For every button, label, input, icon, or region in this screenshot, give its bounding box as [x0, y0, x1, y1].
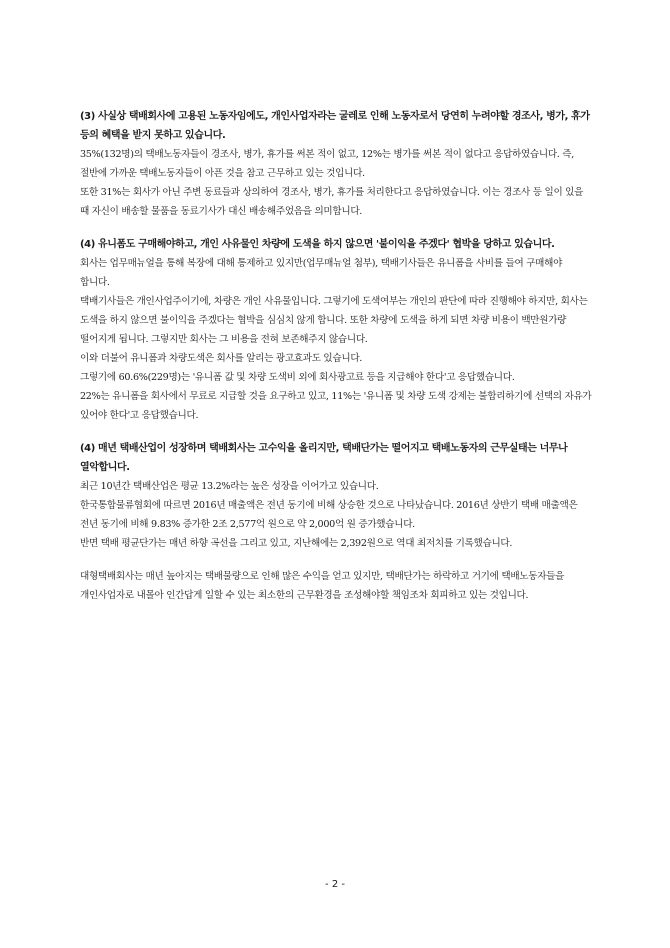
document-body — [80, 107, 592, 605]
paragraph: 또한 31%는 회사가 아닌 주변 동료들과 상의하여 경조사, 병가, 휴가를 처리한다고 응답하였습니다. 이는 경조사 등 일이 있을 때 자신이 배송할 물품을 동료기사가 대신 배송해주었음을 의미합니다. — [80, 187, 584, 217]
paragraph: 한국통합물류협회에 따르면 2016년 매출액은 전년 동기에 비해 상승한 것으로 나타났습니다. 2016년 상반기 택배 매출액은 전년 동기에 비해 9.83% 증가한 2조 2,577억 원으로 약 2,000억 원 증가했습니다. — [80, 500, 578, 530]
section-leave-benefits — [80, 107, 592, 221]
paragraph: 이와 더불어 유니폼과 차량도색은 회사를 알리는 광고효과도 있습니다. — [80, 353, 363, 364]
page-number: - 2 - — [325, 879, 345, 890]
paragraph: 반면 택배 평균단가는 매년 하향 곡선을 그리고 있고, 지난해에는 2,392원으로 역대 최저치를 기록했습니다. — [80, 538, 513, 549]
section-heading: (3) 사실상 택배회사에 고용된 노동자임에도, 개인사업자라는 굴레로 인해 노동자로서 당연히 누려야할 경조사, 병가, 휴가 등의 혜택을 받지 못하고 있습니다. — [80, 111, 590, 141]
paragraph: 35%(132명)의 택배노동자들이 경조사, 병가, 휴가를 써본 적이 없고, 12%는 병가를 써본 적이 없다고 응답하였습니다. 즉, 절반에 가까운 택배노동자들이 아픈 것을 참고 근무하고 있는 것입니다. — [80, 149, 575, 179]
paragraph: 그렇기에 60.6%(229명)는 '유니폼 값 및 차량 도색비 외에 회사광고료 등을 지급해야 한다'고 응답했습니다. — [80, 372, 515, 383]
section-uniform-painting — [80, 235, 592, 425]
section-heading: (4) 유니폼도 구매해야하고, 개인 사유물인 차량에 도색을 하지 않으면 '불이익을 주겠다' 협박을 당하고 있습니다. — [80, 239, 555, 250]
section-heading: (4) 매년 택배산업이 성장하며 택배회사는 고수익을 올리지만, 택배단가는 떨어지고 택배노동자의 근무실태는 너무나 열악합니다. — [80, 443, 568, 473]
paragraph: 택배기사들은 개인사업주이기에, 차량은 개인 사유물입니다. 그렇기에 도색여부는 개인의 판단에 따라 진행해야 하지만, 회사는 도색을 하지 않으면 불이익을 주겠다는 협박을 심심치 않게 합니다. 또한 차량에 도색을 하게 되면 차량 비용이 백만원가량 떨어지게 됩니다. 그렇지만 회사는 그 비용을 전혀 보존해주지 않습니다. — [80, 296, 588, 345]
paragraph: 최근 10년간 택배산업은 평균 13.2%라는 높은 성장을 이어가고 있습니다. — [80, 481, 379, 492]
closing-paragraph: 대형택배회사는 매년 높아지는 택배물량으로 인해 많은 수익을 얻고 있지만, 택배단가는 하락하고 거기에 택배노동자들을 개인사업자로 내몰아 인간답게 일할 수 있는 최소한의 근무환경을 조성해야할 책임조차 회피하고 있는 것입니다. — [80, 571, 565, 601]
paragraph: 회사는 업무매뉴얼을 통해 복장에 대해 통제하고 있지만(업무매뉴얼 첨부), 택배기사들은 유니폼을 사비를 들여 구매해야 합니다. — [80, 258, 563, 288]
section-industry-growth — [80, 439, 592, 553]
paragraph: 22%는 유니폼을 회사에서 무료로 지급할 것을 요구하고 있고, 11%는 '유니폼 및 차량 도색 강제는 불합리하기에 선택의 자유가 있어야 한다'고 응답했습니다. — [80, 391, 592, 421]
